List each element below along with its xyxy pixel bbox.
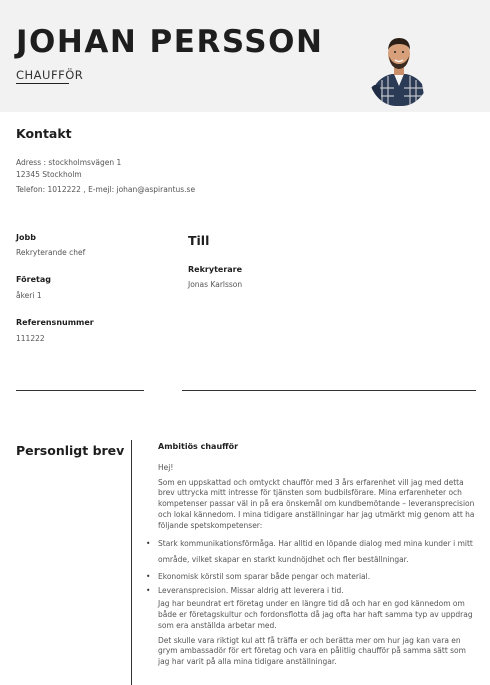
letter-paragraph-3: Det skulle vara riktigt kul att få träffa er och berätta mer om hur jag kan vara en grym ambassadör för ert företag och vara en pålitlig chaufför på samma sätt som jag har varit på alla mina tidigare anställningar. [158, 635, 466, 667]
letter-vertical-divider [131, 440, 132, 685]
letter-paragraph-2: Jag har beundrat ert företag under en längre tid då och har en god kännedom om både er företagskultur och fordonsflotta då jag ofta har haft samma typ av uppdrag som era anställda arbetar med. [158, 599, 473, 630]
recruiter-value: Jonas Karlsson [188, 280, 243, 289]
cover-letter-body [158, 442, 476, 672]
divider-right [182, 390, 476, 391]
letter-section-title: Personligt brev [16, 443, 125, 458]
candidate-name: JOHAN PERSSON [16, 24, 324, 60]
phone-email: Telefon: 1012222 , E-mejl: johan@aspirantus.se [16, 185, 196, 194]
list-item: • Leveransprecision. Missar aldrig att leverera i tid. [158, 586, 476, 597]
list-item: • Stark kommunikationsförmåga. Har alltid en löpande dialog med mina kunder i mitt område, vilket skapar en starkt kundnöjdhet och fler beställningar. [158, 536, 476, 568]
recipient-title: Till [188, 233, 210, 248]
list-item: • Ekonomisk körstil som sparar både pengar och material. [158, 572, 476, 583]
address-line2: 12345 Stockholm [16, 170, 82, 179]
letter-intro: Som en uppskattad och omtyckt chaufför med 3 års erfarenhet vill jag med detta brev uttrycka mitt intresse för tjänsten som budbilsförare. Mina erfarenheter och kompetenser passar väl in på era önskemål om kundbemötande – leveransprecision och lokal kännedom. I mina tidigare anställningar har jag utmärkt mig genom att ha följande spetskompetenser: [158, 477, 475, 530]
competence-list [158, 536, 476, 598]
company-value: åkeri 1 [16, 291, 42, 300]
candidate-role: CHAUFFÖR [16, 68, 84, 82]
contact-title: Kontakt [16, 126, 72, 141]
letter-greeting: Hej! [158, 462, 174, 472]
reference-label: Referensnummer [16, 318, 94, 327]
recruiter-label: Rekryterare [188, 265, 243, 274]
profile-photo [368, 30, 430, 106]
job-value: Rekryterande chef [16, 248, 86, 257]
role-underline [16, 83, 69, 84]
address-line1: Adress : stockholmsvägen 1 [16, 158, 122, 167]
divider-left [16, 390, 144, 391]
letter-subject: Ambitiös chaufför [158, 442, 239, 451]
reference-value: 111222 [16, 334, 45, 343]
company-label: Företag [16, 275, 51, 284]
job-label: Jobb [16, 233, 36, 242]
